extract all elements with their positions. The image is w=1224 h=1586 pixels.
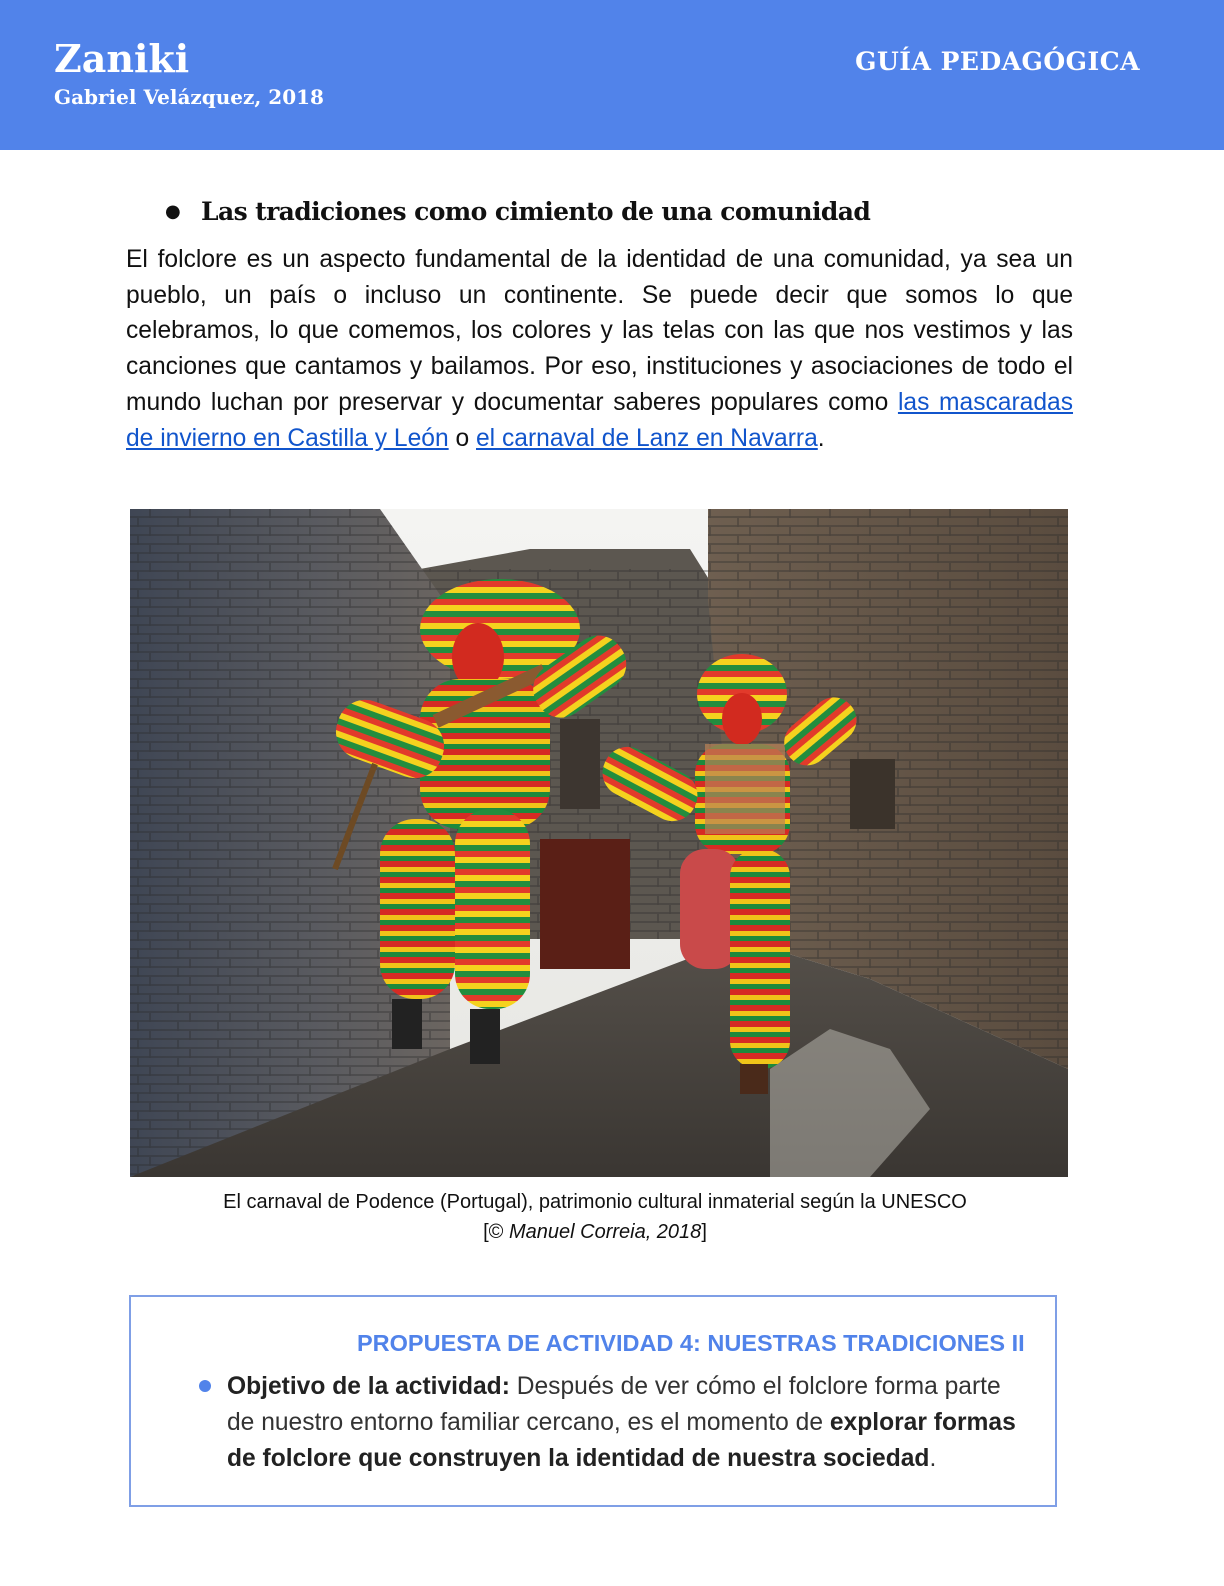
activity-bullet-icon bbox=[199, 1380, 211, 1392]
document-subtitle: Gabriel Velázquez, 2018 bbox=[54, 85, 324, 109]
document-type-label: GUÍA PEDAGÓGICA bbox=[855, 47, 1140, 76]
photo-caption bbox=[126, 1187, 1064, 1247]
section-heading-text: Las tradiciones como cimiento de una comunidad bbox=[201, 197, 871, 226]
photo-credit bbox=[126, 1217, 1064, 1247]
header-bar bbox=[0, 0, 1224, 150]
activity-box bbox=[129, 1295, 1057, 1507]
activity-title: PROPUESTA DE ACTIVIDAD 4: NUESTRAS TRADICIONES II bbox=[357, 1330, 1025, 1356]
document-title: Zaniki bbox=[54, 36, 190, 81]
activity-objective bbox=[227, 1369, 1017, 1476]
paragraph-text: El folclore es un aspecto fundamental de la identidad de una comunidad, ya sea un pueblo, un país o incluso un continente. Se puede decir que somos lo que celebramos, lo que comemos, los colores y las telas con las que nos vestimos y las canciones que cantamos y bailamos. Por eso, instituciones y asociaciones de todo el mundo luchan por preservar y documentar saberes populares como bbox=[126, 246, 1073, 416]
credit-open: [© bbox=[483, 1221, 509, 1243]
paragraph-end: . bbox=[817, 424, 825, 452]
paragraph-connector: o bbox=[448, 424, 476, 452]
section-heading bbox=[165, 196, 870, 228]
credit-text: Manuel Correia, 2018 bbox=[508, 1221, 702, 1243]
objective-label: Objetivo de la actividad: bbox=[227, 1373, 510, 1400]
link-carnaval-lanz[interactable]: el carnaval de Lanz en Navarra bbox=[476, 424, 818, 452]
body-paragraph bbox=[126, 242, 1073, 456]
caption-text: El carnaval de Podence (Portugal), patrimonio cultural inmaterial según la UNESCO bbox=[223, 1191, 967, 1213]
credit-close: ] bbox=[701, 1221, 707, 1243]
objective-emphasis: explorar formas de folclore que construyen la identidad de nuestra sociedad bbox=[227, 1408, 1016, 1472]
objective-end: . bbox=[929, 1444, 937, 1472]
carnival-photo bbox=[130, 509, 1068, 1177]
link-mascaradas[interactable]: las mascaradas de invierno en Castilla y León bbox=[126, 388, 1074, 452]
bullet-icon: ● bbox=[165, 201, 181, 222]
objective-text: Después de ver cómo el folclore forma parte de nuestro entorno familiar cercano, es el momento de bbox=[227, 1373, 1001, 1436]
